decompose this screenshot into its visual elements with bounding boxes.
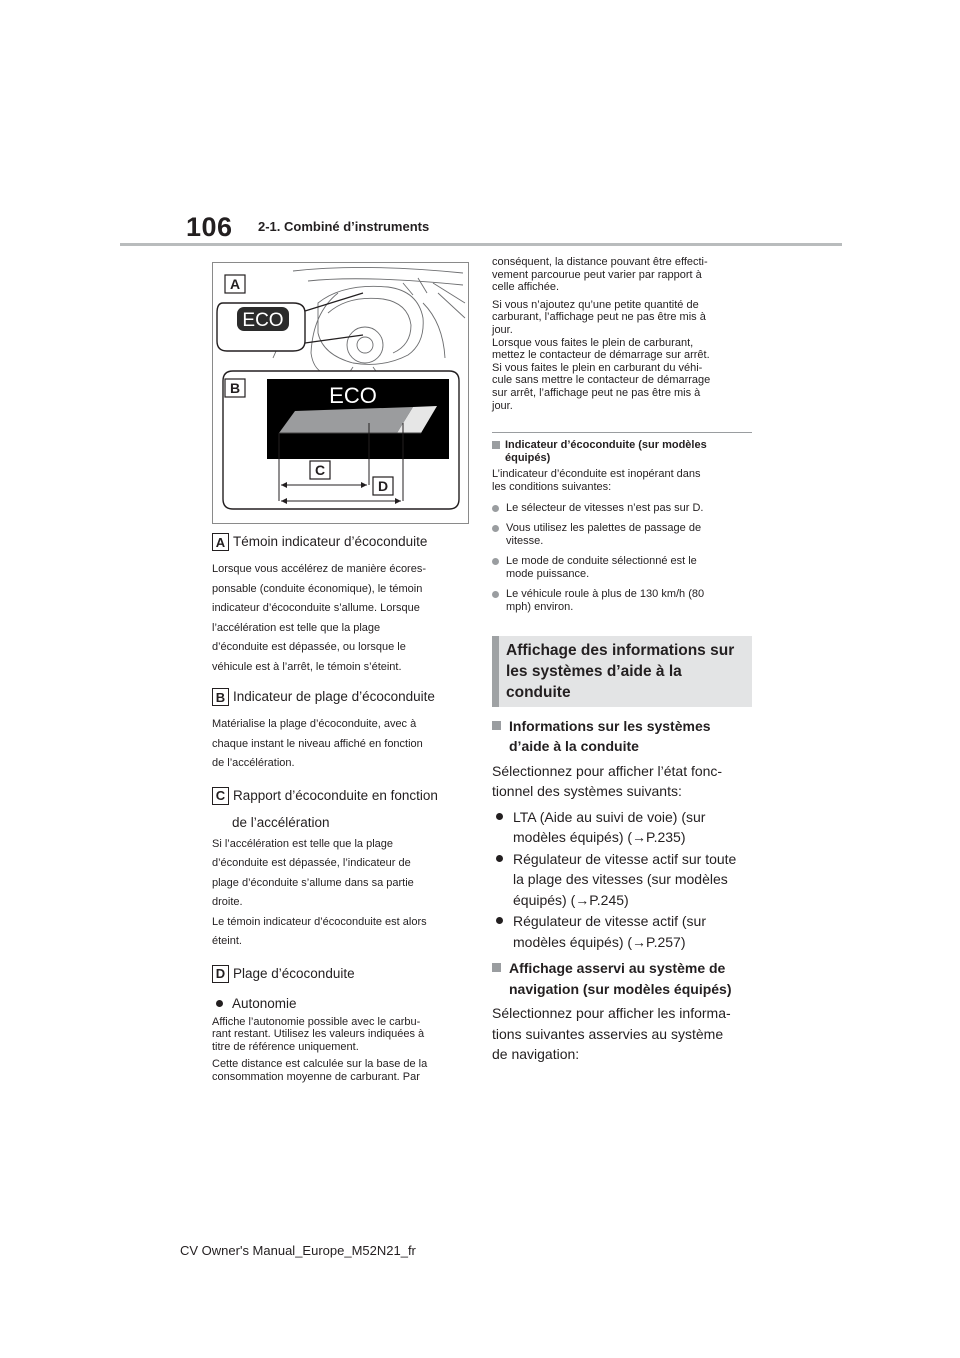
text-line: jour. — [492, 323, 513, 336]
autonomie-description — [212, 1016, 468, 1084]
label-a-description — [212, 560, 468, 677]
callout-b-letter: B — [229, 380, 241, 396]
condition-item — [492, 522, 752, 547]
footer-manual-id: CV Owner's Manual_Europe_M52N21_fr — [180, 1243, 416, 1258]
label-a-title: Témoin indicateur d’écoconduite — [233, 534, 428, 549]
system-item — [492, 807, 752, 848]
section-title: 2-1. Combiné d’instruments — [258, 219, 430, 234]
text-line: de l’accélération. — [212, 757, 295, 769]
bullet-dot — [492, 591, 499, 598]
text-line: Sélectionnez pour afficher l’état fonc- — [492, 762, 723, 779]
text-line: conduite — [506, 683, 571, 701]
text-line: chaque instant le niveau affiché en fonction — [212, 737, 423, 750]
text-line: tionnel des systèmes suivants: — [492, 783, 682, 800]
text-line: mph) environ. — [506, 601, 574, 614]
condition-item — [492, 588, 752, 613]
text-line: Matérialise la plage d’écoconduite, avec à — [212, 718, 417, 730]
text-line: LTA (Aide au suivi de voie) (sur — [513, 808, 706, 825]
text-line: Vous utilisez les palettes de passage de — [506, 522, 702, 535]
callout-c-letter: C — [314, 462, 326, 478]
text-line: Lorsque vous faites le plein de carburant, — [492, 336, 694, 349]
nav-intro — [492, 1003, 752, 1065]
text-line: titre de référence uniquement. — [212, 1040, 359, 1053]
eco-pill-label: ECO — [242, 310, 284, 331]
page-number: 106 — [186, 212, 233, 242]
text-line: plage d’éconduite s’allume dans sa partie — [212, 876, 414, 889]
gauge-filled — [279, 407, 413, 433]
bullet-dot — [492, 525, 499, 532]
text-line: véhicule est à l’arrêt, le témoin s’éteint. — [212, 660, 402, 673]
text-line: Si vous n’ajoutez qu’une petite quantité de — [492, 298, 699, 311]
system-item — [492, 911, 752, 952]
text-line: carburant, l’affichage peut ne pas être mis à — [492, 311, 706, 324]
label-c-description — [212, 835, 468, 952]
text-line: Régulateur de vitesse actif (sur — [513, 913, 706, 930]
text-line: L’indicateur d’éconduite est inopérant dans — [492, 468, 701, 481]
text-line: cule sans mettre le contacteur de démarrage — [492, 374, 711, 387]
systems-intro — [492, 761, 752, 802]
bullet-dot — [492, 505, 499, 512]
autonomie-title: Autonomie — [232, 995, 297, 1011]
system-item — [492, 849, 752, 911]
label-c-title: Rapport d’écoconduite en fonction — [233, 787, 438, 803]
text-line: navigation (sur modèles équipés) — [509, 980, 732, 997]
text-line: mettez le contacteur de démarrage sur arrêt. — [492, 349, 710, 362]
left-column — [212, 532, 468, 1083]
section-heading-box — [492, 636, 752, 707]
text-line: droite. — [212, 896, 243, 908]
text-line: modèles équipés) (→P.257) — [513, 933, 686, 950]
text-line: Si vous faites le plein en carburant du véhi- — [492, 361, 703, 374]
text-line: Lorsque vous accélérez de manière écores- — [212, 563, 427, 575]
text-line: les systèmes d’aide à la — [506, 662, 682, 680]
bullet-dot — [496, 917, 503, 924]
heading-square — [492, 441, 500, 449]
text-line: modèles équipés) (→P.235) — [513, 829, 686, 846]
text-line: mode puissance. — [506, 567, 590, 580]
autonomie-heading — [212, 994, 468, 1014]
text-line: les conditions suivantes: — [492, 480, 612, 493]
text-line: vement parcourue peut varier par rapport à — [492, 268, 702, 281]
label-d-title: Plage d’écoconduite — [233, 965, 355, 981]
text-line: la plage des vitesses (sur modèles — [513, 871, 728, 888]
eco-indicator-figure — [212, 262, 469, 524]
text-line: Régulateur de vitesse actif sur toute — [513, 850, 737, 867]
text-line: Affiche l’autonomie possible avec le carbu- — [212, 1015, 421, 1028]
text-line: d’aide à la conduite — [509, 738, 639, 755]
text-line: d’éconduite est dépassée, l’indicateur de — [212, 857, 411, 869]
text-line: Cette distance est calculée sur la base de la — [212, 1058, 428, 1071]
text-line: tions suivantes asservies au système — [492, 1025, 724, 1042]
text-line: Informations sur les systèmes — [509, 717, 711, 734]
text-line: vitesse. — [506, 534, 544, 547]
text-line: consommation moyenne de carburant. Par — [212, 1070, 420, 1083]
text-line: de navigation: — [492, 1046, 580, 1063]
bullet-dot — [216, 1000, 223, 1007]
text-line: sur arrêt, l’affichage peut ne pas être mis à — [492, 386, 701, 399]
text-line: Indicateur d’écoconduite (sur modèles — [505, 439, 707, 452]
eco-display-label: ECO — [329, 383, 377, 408]
label-c-title-cont: de l’accélération — [232, 814, 330, 830]
text-line: l’accélération est telle que la plage — [212, 621, 381, 634]
text-line: conséquent, la distance pouvant être effecti- — [492, 256, 708, 268]
letter-box-c: C — [212, 787, 229, 805]
header-rule — [120, 243, 842, 246]
figure-illustration — [213, 263, 468, 523]
label-b-title: Indicateur de plage d’écoconduite — [233, 689, 435, 704]
text-line: Si l’accélération est telle que la plage — [212, 837, 394, 850]
callout-a-letter: A — [229, 276, 241, 292]
condition-item — [492, 502, 752, 515]
text-line: Le mode de conduite sélectionné est le — [506, 555, 697, 568]
indicator-heading — [492, 439, 752, 464]
callout-a-pointer — [305, 293, 363, 343]
letter-box-a: A — [212, 533, 229, 551]
autonomie-continued — [492, 256, 752, 412]
section-rule — [492, 432, 752, 433]
text-line: rant restant. Utilisez les valeurs indiquées à — [212, 1028, 425, 1041]
nav-heading — [492, 958, 752, 999]
label-b-description — [212, 715, 468, 774]
bullet-dot — [496, 855, 503, 862]
text-line: jour. — [492, 399, 513, 412]
label-b — [212, 687, 468, 707]
text-line: Affichage asservi au système de — [509, 960, 726, 977]
text-line: équipés) (→P.245) — [513, 891, 629, 908]
text-line: Le témoin indicateur d’écoconduite est alors — [212, 915, 427, 928]
callout-d-letter: D — [377, 478, 389, 494]
text-line: celle affichée. — [492, 281, 560, 294]
text-line: équipés) — [505, 451, 551, 464]
indicator-intro — [492, 468, 752, 493]
heading-square — [492, 721, 501, 730]
letter-box-d: D — [212, 965, 229, 983]
text-line: Le sélecteur de vitesses n’est pas sur D. — [506, 501, 704, 514]
text-line: éteint. — [212, 935, 242, 947]
label-d — [212, 964, 468, 984]
text-line: Affichage des informations sur — [506, 641, 735, 659]
condition-item — [492, 555, 752, 580]
systems-heading — [492, 716, 752, 757]
text-line: ponsable (conduite économique), le témoin — [212, 582, 423, 595]
bullet-dot — [496, 813, 503, 820]
label-a — [212, 532, 468, 552]
bullet-dot — [492, 558, 499, 565]
right-column — [492, 256, 752, 1065]
text-line: Sélectionnez pour afficher les informa- — [492, 1005, 731, 1022]
letter-box-b: B — [212, 688, 229, 706]
text-line: Le véhicule roule à plus de 130 km/h (80 — [506, 588, 705, 601]
text-line: d’éconduite est dépassée, ou lorsque le — [212, 641, 406, 653]
heading-square — [492, 963, 501, 972]
label-c — [212, 786, 468, 806]
text-line: indicateur d’écoconduite s’allume. Lorsque — [212, 602, 420, 614]
